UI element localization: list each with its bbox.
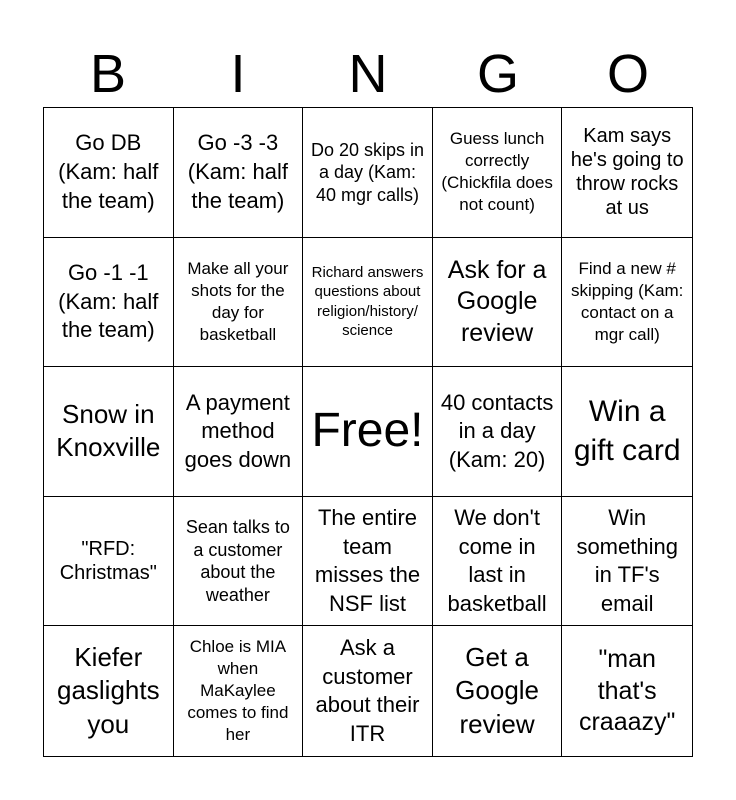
bingo-cell-r4c4[interactable] bbox=[433, 497, 563, 627]
cell-text: Go DB (Kam: half the team) bbox=[58, 130, 159, 213]
cell-text: Go -3 -3 (Kam: half the team) bbox=[187, 130, 289, 213]
bingo-cell-r5c4[interactable] bbox=[433, 626, 563, 756]
cell-text: A payment method goes down bbox=[184, 389, 292, 472]
cell-text: Richard answers questions about religion/history/ science bbox=[311, 263, 424, 340]
bingo-cell-r5c2[interactable] bbox=[174, 626, 304, 756]
cell-text: 40 contacts in a day (Kam: 20) bbox=[440, 389, 554, 472]
bingo-cell-r2c5[interactable] bbox=[562, 238, 692, 368]
cell-text: Kam says he's going to throw rocks at us bbox=[570, 125, 684, 220]
free-space-text: Free! bbox=[311, 404, 424, 458]
bingo-cell-r2c1[interactable] bbox=[44, 238, 174, 368]
cell-text: Guess lunch correctly (Chickfila does not count) bbox=[441, 129, 553, 215]
cell-text: The entire team misses the NSF list bbox=[314, 504, 421, 616]
bingo-cell-r5c3[interactable] bbox=[303, 626, 433, 756]
cell-text: Win a gift card bbox=[573, 395, 681, 468]
header-letter-n: N bbox=[348, 44, 388, 104]
bingo-cell-r4c5[interactable] bbox=[562, 497, 692, 627]
bingo-header bbox=[43, 40, 693, 108]
bingo-cell-r1c2[interactable] bbox=[174, 108, 304, 238]
header-letter-o: O bbox=[606, 44, 649, 104]
bingo-cell-r2c4[interactable] bbox=[433, 238, 563, 368]
bingo-cell-r2c2[interactable] bbox=[174, 238, 304, 368]
bingo-cell-r1c4[interactable] bbox=[433, 108, 563, 238]
bingo-cell-r3c1[interactable] bbox=[44, 367, 174, 497]
cell-text: Ask for a Google review bbox=[447, 256, 547, 347]
header-letter-b: B bbox=[89, 44, 127, 104]
bingo-cell-r4c2[interactable] bbox=[174, 497, 304, 627]
bingo-cell-r1c1[interactable] bbox=[44, 108, 174, 238]
cell-text: "man that's craaazy" bbox=[578, 645, 676, 736]
cell-text: Ask a customer about their ITR bbox=[315, 635, 420, 746]
cell-text: Kiefer gaslights you bbox=[56, 641, 160, 740]
bingo-cell-r3c3-free[interactable] bbox=[303, 367, 433, 497]
bingo-cell-r1c5[interactable] bbox=[562, 108, 692, 238]
bingo-cell-r1c3[interactable] bbox=[303, 108, 433, 238]
bingo-cell-r5c5[interactable] bbox=[562, 626, 692, 756]
bingo-cell-r2c3[interactable] bbox=[303, 238, 433, 368]
cell-text: We don't come in last in basketball bbox=[447, 504, 547, 616]
bingo-board bbox=[43, 107, 693, 757]
cell-text: Win something in TF's email bbox=[576, 504, 678, 616]
bingo-cell-r4c3[interactable] bbox=[303, 497, 433, 627]
cell-text: Find a new # skipping (Kam: contact on a mgr call) bbox=[570, 258, 684, 344]
cell-text: Snow in Knoxville bbox=[56, 398, 161, 463]
cell-text: Chloe is MIA when MaKaylee comes to find her bbox=[187, 636, 289, 745]
cell-text: "RFD: Christmas" bbox=[59, 538, 157, 585]
cell-text: Go -1 -1 (Kam: half the team) bbox=[58, 260, 159, 343]
cell-text: Get a Google review bbox=[455, 641, 540, 740]
cell-text: Sean talks to a customer about the weather bbox=[185, 517, 290, 605]
bingo-cell-r4c1[interactable] bbox=[44, 497, 174, 627]
cell-text: Make all your shots for the day for basketball bbox=[187, 258, 289, 344]
cell-text: Do 20 skips in a day (Kam: 40 mgr calls) bbox=[310, 139, 425, 205]
bingo-cell-r3c5[interactable] bbox=[562, 367, 692, 497]
bingo-cell-r3c4[interactable] bbox=[433, 367, 563, 497]
bingo-cell-r5c1[interactable] bbox=[44, 626, 174, 756]
header-letter-g: G bbox=[476, 44, 519, 104]
bingo-cell-r3c2[interactable] bbox=[174, 367, 304, 497]
header-letter-i: I bbox=[230, 44, 246, 104]
